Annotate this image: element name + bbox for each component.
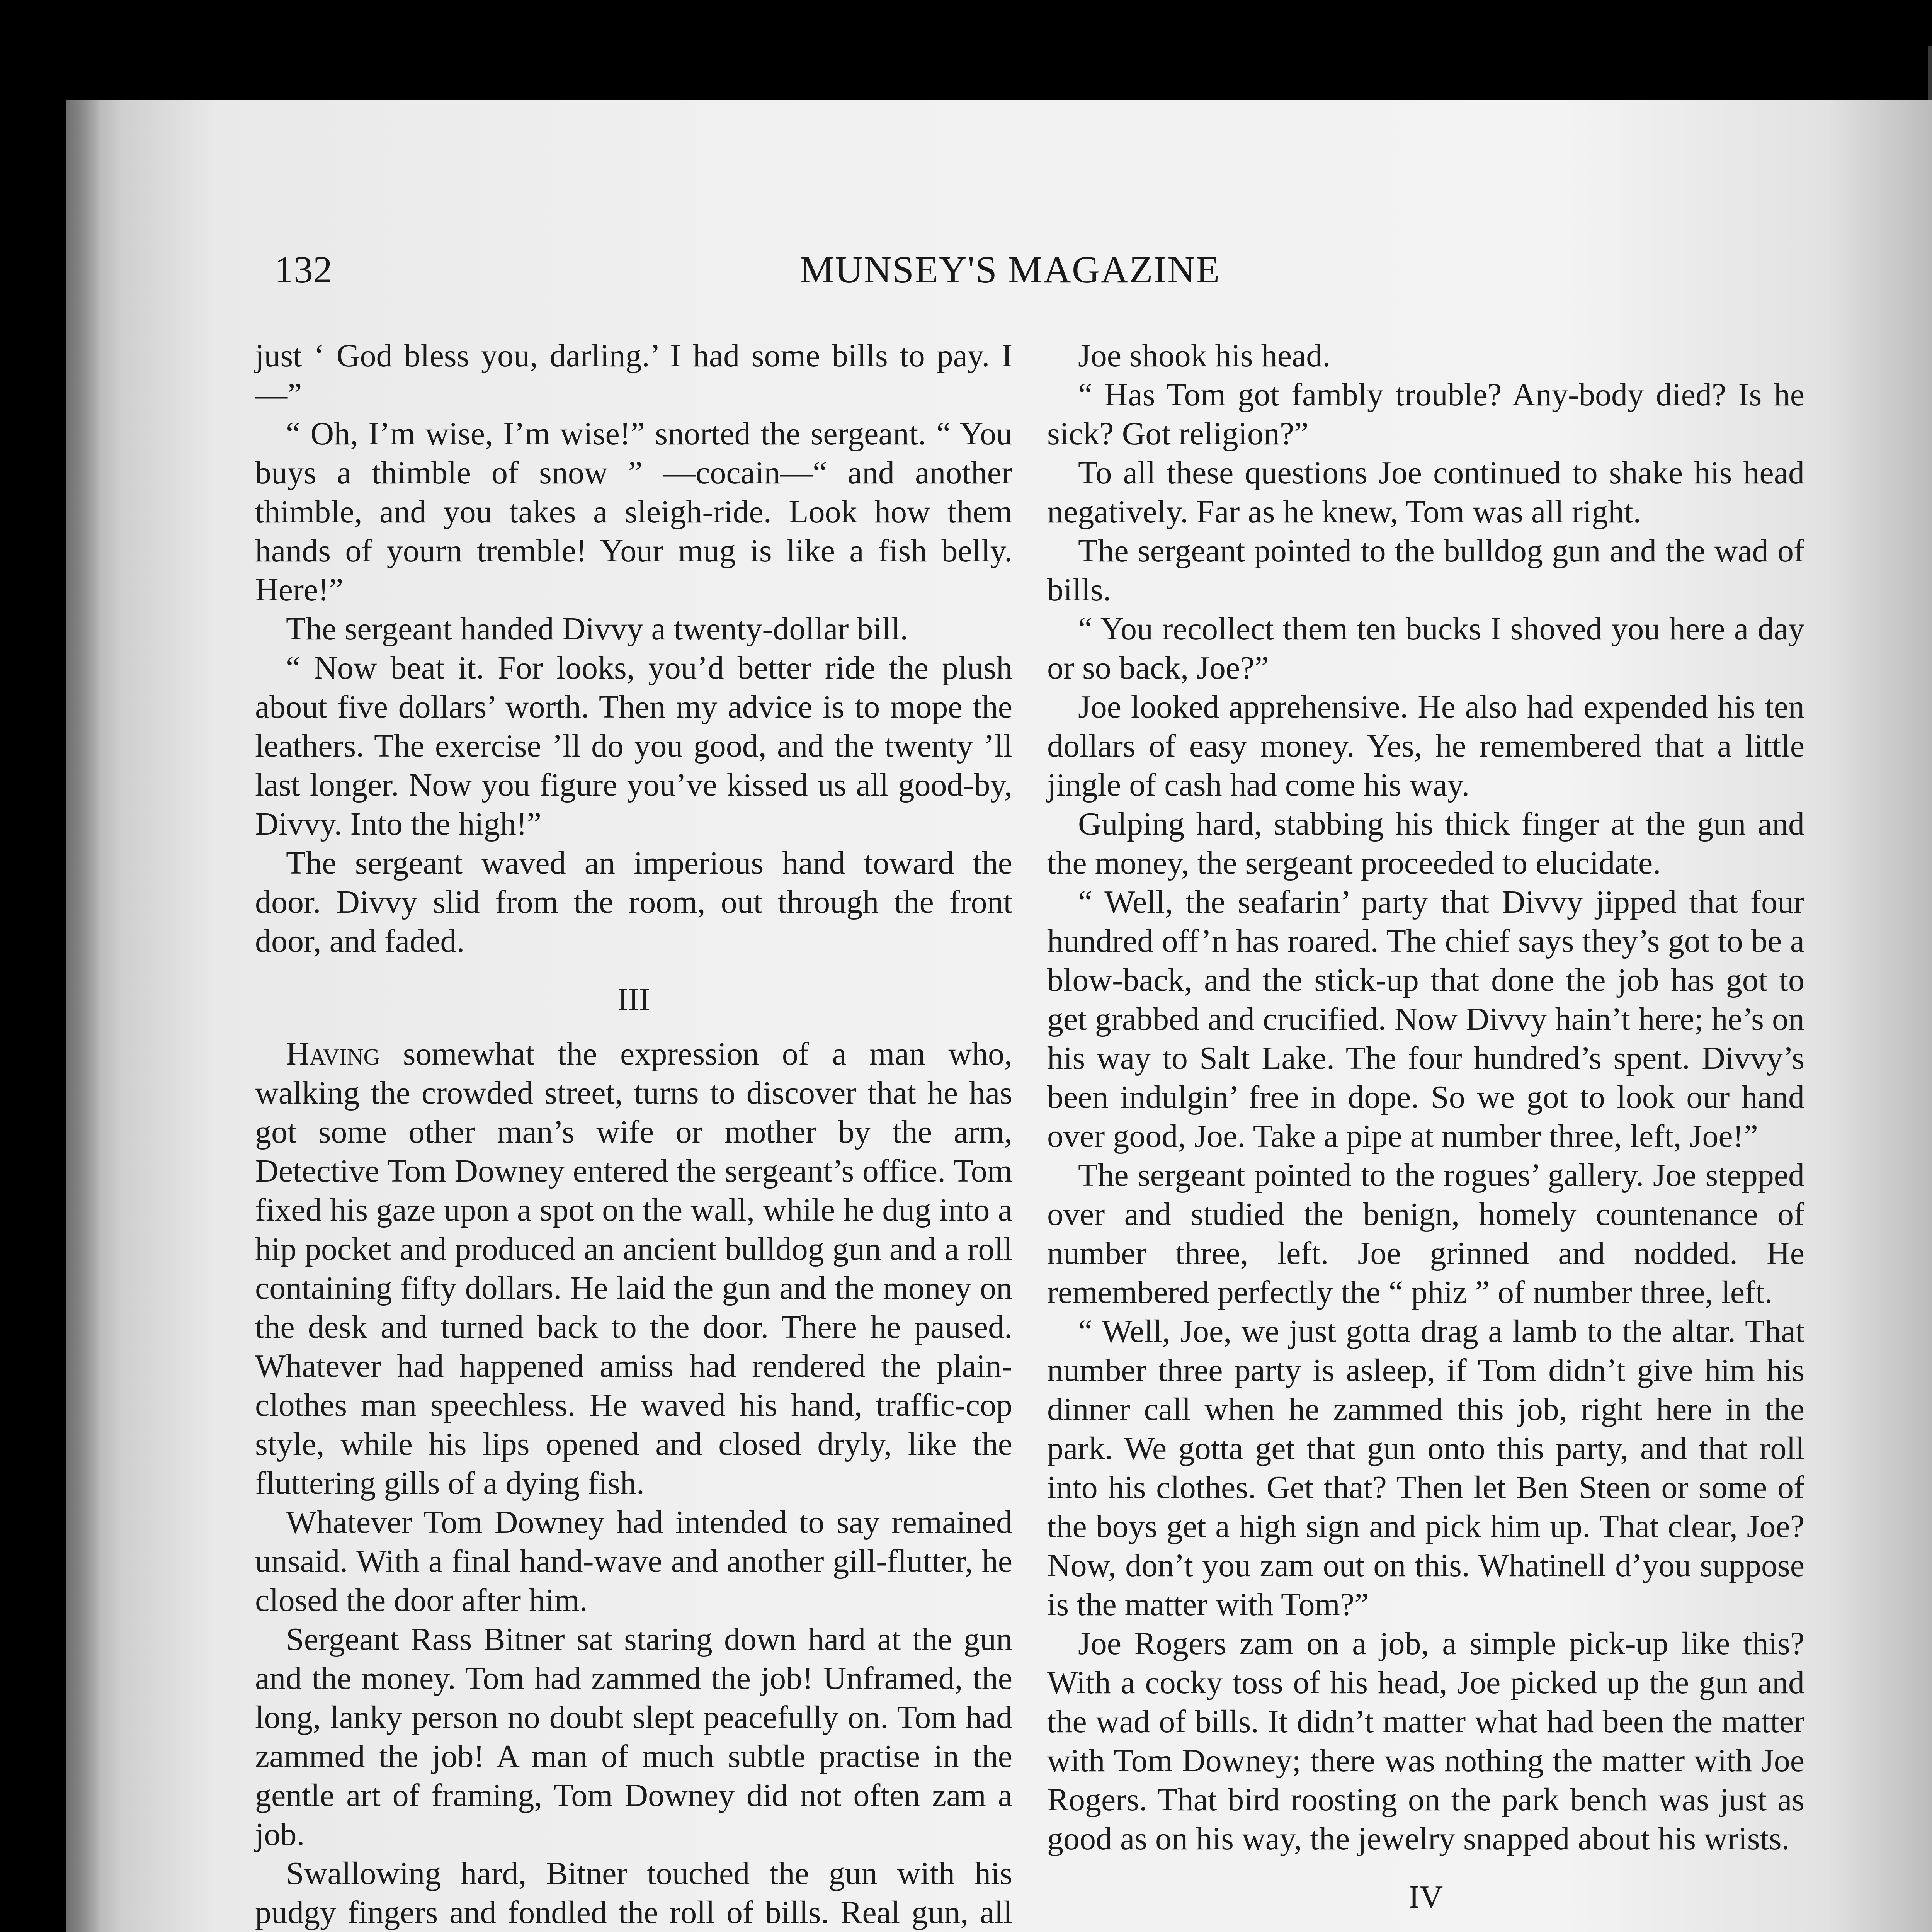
page-number: 132 (274, 248, 332, 291)
paragraph: Gulping hard, stabbing his thick finger at the gun and the money, the sergeant proceeded to elucidate. (1047, 806, 1804, 881)
paragraph: “ Oh, I’m wise, I’m wise!” snorted the sergeant. “ You buys a thimble of snow ” —cocain—“ and another thimble, and you takes a sleigh-ride. Look how them hands of yourn tremble! Your mug is like a fish belly. Here!” (255, 416, 1012, 608)
right-column (1047, 336, 1804, 1932)
paragraph: Joe looked apprehensive. He also had expended his ten dollars of easy money. Yes, he remembered that a little jingle of cash had come his way. (1047, 689, 1804, 803)
paragraph: Sergeant Rass Bitner sat staring down hard at the gun and the money. Tom had zammed the job! Unframed, the long, lanky person no doubt slept peacefully on. Tom had zammed the job! A man of much subtle practise in the gentle art of framing, Tom Downey did not often zam a job. (255, 1621, 1012, 1852)
section-heading-iii: III (617, 981, 650, 1017)
left-column (255, 336, 1012, 1932)
gutter-shadow (66, 100, 100, 1932)
paragraph: “ Well, Joe, we just gotta drag a lamb to the altar. That number three party is asleep, if Tom didn’t give him his dinner call when he zammed this job, right here in the park. We gotta get that gun onto this party, and that roll into his clothes. Get that? Then let Ben Steen or some of the boys get a high sign and pick him up. That clear, Joe? Now, don’t you zam out on this. Whatinell d’you suppose is the matter with Tom?” (1047, 1313, 1804, 1622)
paragraph: To all these questions Joe continued to shake his head negatively. Far as he knew, Tom was all right. (1047, 455, 1804, 530)
paragraph (255, 1034, 1012, 1503)
section-heading-iv: IV (1408, 1879, 1443, 1915)
paragraph: Swallowing hard, Bitner touched the gun with his pudgy fingers and fondled the roll of bills. Real gun, all (255, 1855, 1012, 1930)
paragraph: The sergeant waved an imperious hand toward the door. Divvy slid from the room, out through the front door, and faded. (255, 845, 1012, 959)
paragraph: Whatever Tom Downey had intended to say remained unsaid. With a final hand-wave and another gill-flutter, he closed the door after him. (255, 1504, 1012, 1618)
paragraph: The sergeant pointed to the bulldog gun and the wad of bills. (1047, 533, 1804, 608)
magazine-title: MUNSEY'S MAGAZINE (800, 248, 1221, 291)
paragraph: Joe Rogers zam on a job, a simple pick-up like this? With a cocky toss of his head, Joe picked up the gun and the wad of bills. It didn’t matter what had been the matter with Tom Downey; there was nothing the matter with Joe Rogers. That bird roosting on the park bench was just as good as on his way, the jewelry snapped about his wrists. (1047, 1626, 1804, 1857)
paragraph: The sergeant pointed to the rogues’ gallery. Joe stepped over and studied the benign, homely countenance of number three, left. Joe grinned and nodded. He remembered perfectly the “ phiz ” of number three, left. (1047, 1157, 1804, 1310)
paragraph: “ Has Tom got fambly trouble? Any-body died? Is he sick? Got religion?” (1047, 377, 1804, 452)
paragraph: “ Now beat it. For looks, you’d better ride the plush about five dollars’ worth. Then my advice is to mope the leathers. The exercise ’ll do you good, and the twenty ’ll last longer. Now you figure you’ve kissed us all good-by, Divvy. Into the high!” (255, 650, 1012, 842)
paragraph-lead: Having (286, 1036, 380, 1072)
paragraph: “ Well, the seafarin’ party that Divvy jipped that four hundred off’n has roared. The chief says they’s got to be a blow-back, and the stick-up that done the job has got to get grabbed and crucified. Now Divvy hain’t here; he’s on his way to Salt Lake. The four hundred’s spent. Divvy’s been indulgin’ free in dope. So we got to look our hand over good, Joe. Take a pipe at number three, left, Joe!” (1047, 884, 1804, 1154)
paragraph: Joe shook his head. (1078, 338, 1331, 374)
paragraph: just ‘ God bless you, darling.’ I had some bills to pay. I—” (255, 338, 1012, 413)
paragraph: The sergeant handed Divvy a twenty-dollar bill. (286, 611, 908, 647)
paragraph: “ You recollect them ten bucks I shoved you here a day or so back, Joe?” (1047, 611, 1804, 686)
paragraph-text: somewhat the expression of a man who, walking the crowded street, turns to discover that he has got some other man’s wife or mother by the arm, Detective Tom Downey entered the sergeant’s office. Tom fixed his gaze upon a spot on the wall, while he dug into a hip pocket and produced an ancient bulldog gun and a roll containing fifty dollars. He laid the gun and the money on the desk and turned back to the door. There he paused. Whatever had happened amiss had rendered the plain-clothes man speechless. He waved his hand, traffic-cop style, while his lips opened and closed dryly, like the fluttering gills of a dying fish. (255, 1036, 1012, 1501)
running-head (251, 240, 1855, 309)
